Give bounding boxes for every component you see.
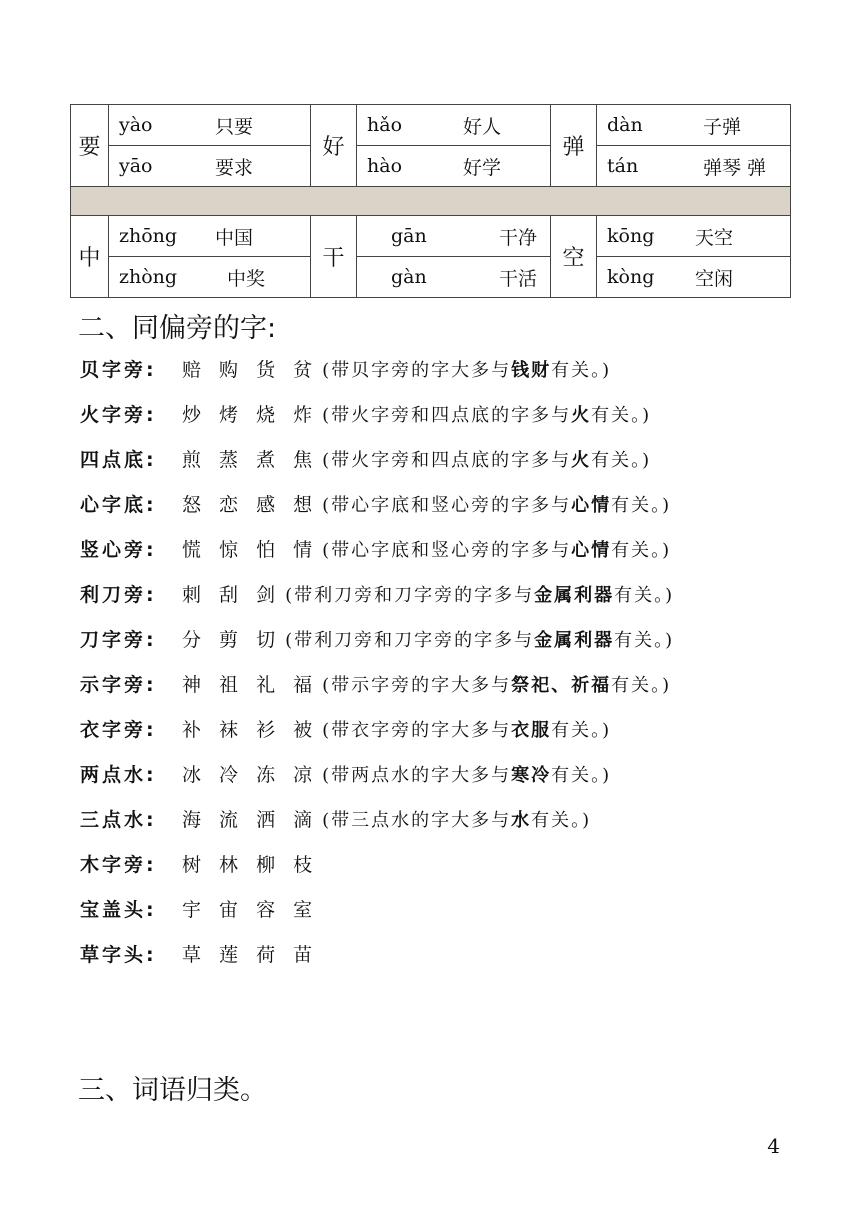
pinyin: dàn (607, 114, 643, 136)
radical-name-text: 刀字旁 (80, 629, 147, 651)
example-word: 天空 (695, 226, 734, 249)
example-chars: 煎 蒸 煮 焦 (182, 449, 319, 471)
note-text: 有关。) (531, 809, 592, 831)
polyphone-char: 中 (71, 216, 109, 298)
table-separator-row (71, 187, 791, 216)
radical-colon: : (146, 629, 157, 651)
note-text: 有关。) (614, 629, 675, 651)
table-row (71, 105, 791, 146)
radical-name-text: 宝盖头 (80, 899, 147, 921)
pinyin: yāo (119, 155, 153, 177)
example-word: 好人 (463, 115, 502, 138)
radical-colon: : (146, 899, 157, 921)
radical-row (80, 931, 800, 976)
note-text: (带火字旁和四点底的字多与 (322, 449, 572, 471)
radical-row (80, 706, 800, 751)
reading-cell (597, 146, 791, 187)
section-heading-radicals: 二、同偏旁的字: (78, 313, 277, 344)
table-row (71, 216, 791, 257)
note-text: 有关。) (551, 359, 612, 381)
note-keyword: 心情 (571, 494, 612, 516)
example-chars: 分 剪 切 (182, 629, 282, 651)
note-keyword: 水 (511, 809, 532, 831)
example-word: 好学 (463, 156, 502, 179)
radical-name-text: 衣字旁 (80, 719, 147, 741)
example-chars: 刺 刮 剑 (182, 584, 282, 606)
radical-name-text: 贝字旁 (80, 359, 147, 381)
radical-note (322, 491, 671, 517)
example-chars: 神 祖 礼 福 (182, 674, 319, 696)
radical-name (80, 535, 182, 562)
example-chars: 宇 宙 容 室 (182, 899, 319, 921)
example-chars: 赔 购 货 贫 (182, 359, 319, 381)
example-chars: 草 莲 荷 苗 (182, 944, 319, 966)
example-chars: 树 林 柳 枝 (182, 854, 319, 876)
radical-note (322, 356, 611, 382)
example-word: 空闲 (695, 267, 734, 290)
example-chars: 冰 冷 冻 凉 (182, 764, 319, 786)
radical-row (80, 616, 800, 661)
radical-note (322, 716, 611, 742)
note-keyword: 寒冷 (511, 764, 552, 786)
radical-name-text: 利刀旁 (80, 584, 147, 606)
pinyin: zhōng (119, 225, 178, 247)
example-word: 只要 (215, 115, 254, 138)
radical-name (80, 670, 182, 697)
radical-name (80, 805, 182, 832)
radical-row (80, 571, 800, 616)
pinyin: gàn (391, 266, 427, 288)
reading-cell (109, 216, 311, 257)
pinyin: hào (367, 155, 403, 177)
note-text: (带利刀旁和刀字旁的字多与 (285, 584, 535, 606)
reading-cell (597, 105, 791, 146)
pinyin: yào (119, 114, 153, 136)
note-text: 有关。) (551, 719, 612, 741)
radical-note (285, 581, 674, 607)
radical-note (322, 401, 651, 427)
note-keyword: 金属利器 (534, 629, 615, 651)
pinyin: tán (607, 155, 639, 177)
note-keyword: 火 (571, 449, 592, 471)
note-text: (带贝字旁的字大多与 (322, 359, 512, 381)
note-text: (带心字底和竖心旁的字多与 (322, 539, 572, 561)
section-heading-word-classification: 三、词语归类。 (78, 1075, 267, 1106)
note-keyword: 衣服 (511, 719, 552, 741)
note-text: (带利刀旁和刀字旁的字多与 (285, 629, 535, 651)
radical-name-text: 草字头 (80, 944, 147, 966)
note-text: 有关。) (614, 584, 675, 606)
example-word: 干活 (499, 267, 538, 290)
note-text: (带三点水的字大多与 (322, 809, 512, 831)
radical-name (80, 490, 182, 517)
radical-note (322, 761, 611, 787)
pinyin: kōng (607, 225, 655, 247)
radical-name-text: 竖心旁 (80, 539, 147, 561)
radical-row (80, 391, 800, 436)
radical-row (80, 436, 800, 481)
radical-row (80, 346, 800, 391)
note-keyword: 钱财 (511, 359, 552, 381)
radical-name (80, 445, 182, 472)
example-word: 弹琴 弹 (703, 156, 767, 179)
example-chars: 慌 惊 怕 情 (182, 539, 319, 561)
reading-cell (357, 146, 551, 187)
radical-row (80, 661, 800, 706)
radical-name-text: 火字旁 (80, 404, 147, 426)
radical-name-text: 三点水 (80, 809, 147, 831)
separator-band (71, 187, 791, 216)
example-word: 中国 (215, 226, 254, 249)
table-row (71, 146, 791, 187)
reading-cell (357, 105, 551, 146)
reading-cell (109, 257, 311, 298)
note-text: (带心字底和竖心旁的字多与 (322, 494, 572, 516)
radical-row (80, 886, 800, 931)
note-keyword: 金属利器 (534, 584, 615, 606)
radical-name (80, 940, 182, 967)
example-word: 干净 (499, 226, 538, 249)
pinyin: gān (391, 225, 427, 247)
example-word: 要求 (215, 156, 254, 179)
radical-row (80, 481, 800, 526)
radical-colon: : (146, 944, 157, 966)
note-text: (带两点水的字大多与 (322, 764, 512, 786)
radical-colon: : (146, 404, 157, 426)
radical-name (80, 580, 182, 607)
polyphone-char: 空 (551, 216, 597, 298)
reading-cell (109, 105, 311, 146)
radical-name (80, 760, 182, 787)
reading-cell (357, 257, 551, 298)
radical-row (80, 751, 800, 796)
radical-name (80, 895, 182, 922)
example-chars: 海 流 洒 滴 (182, 809, 319, 831)
reading-cell (597, 257, 791, 298)
note-text: 有关。) (551, 764, 612, 786)
note-text: 有关。) (611, 539, 672, 561)
radical-note (285, 626, 674, 652)
radical-name-text: 木字旁 (80, 854, 147, 876)
pinyin: zhòng (119, 266, 178, 288)
radical-colon: : (146, 809, 157, 831)
note-text: (带示字旁的字大多与 (322, 674, 512, 696)
radical-name-text: 示字旁 (80, 674, 147, 696)
radical-colon: : (146, 719, 157, 741)
pinyin: hǎo (367, 114, 403, 136)
radical-list (80, 346, 800, 976)
example-chars: 补 袜 衫 被 (182, 719, 319, 741)
example-word: 子弹 (703, 115, 742, 138)
example-chars: 炒 烤 烧 炸 (182, 404, 319, 426)
radical-row (80, 841, 800, 886)
radical-colon: : (146, 359, 157, 381)
radical-name (80, 850, 182, 877)
radical-note (322, 671, 671, 697)
reading-cell (109, 146, 311, 187)
radical-colon: : (146, 539, 157, 561)
note-keyword: 心情 (571, 539, 612, 561)
table-row (71, 257, 791, 298)
page-number: 4 (767, 1134, 780, 1158)
polyphone-char: 要 (71, 105, 109, 187)
note-text: (带火字旁和四点底的字多与 (322, 404, 572, 426)
radical-name (80, 625, 182, 652)
radical-row (80, 796, 800, 841)
radical-colon: : (146, 449, 157, 471)
note-text: 有关。) (591, 404, 652, 426)
polyphone-table (70, 104, 791, 298)
radical-colon: : (146, 584, 157, 606)
radical-colon: : (146, 764, 157, 786)
note-keyword: 祭祀、祈福 (511, 674, 612, 696)
note-text: 有关。) (611, 674, 672, 696)
radical-name-text: 四点底 (80, 449, 147, 471)
radical-colon: : (146, 494, 157, 516)
example-chars: 怒 恋 感 想 (182, 494, 319, 516)
radical-name (80, 355, 182, 382)
radical-name (80, 715, 182, 742)
radical-name-text: 两点水 (80, 764, 147, 786)
note-text: (带衣字旁的字大多与 (322, 719, 512, 741)
radical-note (322, 446, 651, 472)
example-word: 中奖 (227, 267, 266, 290)
radical-row (80, 526, 800, 571)
radical-note (322, 536, 671, 562)
reading-cell (357, 216, 551, 257)
radical-name-text: 心字底 (80, 494, 147, 516)
radical-name (80, 400, 182, 427)
radical-colon: : (146, 854, 157, 876)
pinyin: kòng (607, 266, 655, 288)
note-text: 有关。) (591, 449, 652, 471)
reading-cell (597, 216, 791, 257)
note-text: 有关。) (611, 494, 672, 516)
radical-colon: : (146, 674, 157, 696)
polyphone-char: 弹 (551, 105, 597, 187)
polyphone-char: 干 (311, 216, 357, 298)
polyphone-char: 好 (311, 105, 357, 187)
radical-note (322, 806, 591, 832)
note-keyword: 火 (571, 404, 592, 426)
